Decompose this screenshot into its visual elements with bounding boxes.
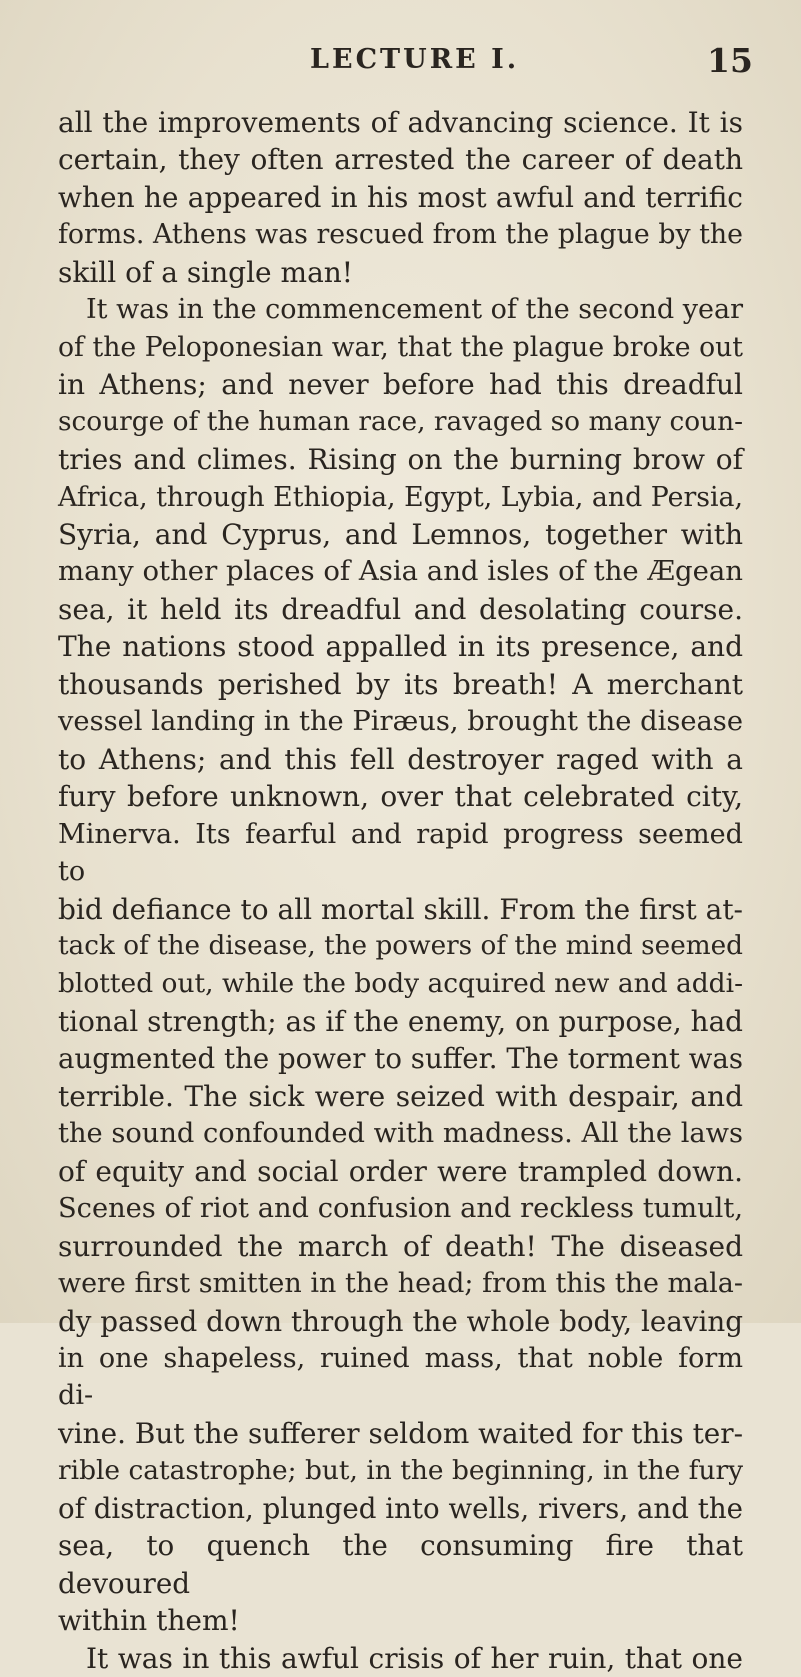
text-line: certain, they often arrested the career of death — [58, 143, 743, 177]
text-line: vine. But the sufferer seldom waited for this ter- — [58, 1416, 743, 1450]
text-line: tack of the disease, the powers of the mind seemed — [58, 930, 743, 961]
body-text — [58, 104, 743, 1677]
text-line: the sound confounded with madness. All the laws — [58, 1118, 743, 1150]
text-line: vessel landing in the Piræus, brought the disease — [58, 706, 743, 738]
text-line: sea, to quench the consuming fire that devoured — [58, 1529, 743, 1600]
text-line: Minerva. Its fearful and rapid progress seemed to — [58, 818, 743, 888]
text-line: in one shapeless, ruined mass, that noble form di- — [58, 1342, 743, 1412]
text-line: surrounded the march of death! The diseased — [58, 1229, 743, 1263]
text-line: sea, it held its dreadful and desolating course. — [58, 592, 743, 626]
text-line: tries and climes. Rising on the burning brow of — [58, 443, 743, 477]
text-line: bid defiance to all mortal skill. From the first at- — [58, 892, 743, 926]
text-line: The nations stood appalled in its presence, and — [58, 630, 743, 664]
text-line: dy passed down through the whole body, leaving — [58, 1304, 743, 1338]
text-line: forms. Athens was rescued from the plague by the — [58, 219, 743, 251]
text-line: of the Peloponesian war, that the plague broke out — [58, 331, 743, 363]
text-line: of equity and social order were trampled down. — [58, 1154, 743, 1188]
text-line: in Athens; and never before had this dreadful — [58, 368, 743, 402]
text-line: within them! — [58, 1604, 240, 1638]
text-line: many other places of Asia and isles of the Ægean — [58, 555, 743, 588]
text-line: tional strength; as if the enemy, on purpose, had — [58, 1004, 743, 1038]
text-line: Africa, through Ethiopia, Egypt, Lybia, and Persia, — [58, 481, 743, 513]
text-line: It was in the commencement of the second year — [86, 294, 743, 326]
text-line: of distraction, plunged into wells, rivers, and the — [58, 1491, 743, 1525]
text-line: fury before unknown, over that celebrated city, — [58, 780, 743, 814]
text-line: all the improvements of advancing science. It is — [58, 106, 743, 139]
text-line: Syria, and Cyprus, and Lemnos, together with — [58, 517, 743, 551]
page-header — [0, 41, 801, 84]
text-line: to Athens; and this fell destroyer raged with a — [58, 742, 743, 776]
running-head: LECTURE I. — [310, 44, 520, 75]
text-line: blotted out, while the body acquired new and addi- — [58, 968, 743, 1000]
text-line: rible catastrophe; but, in the beginning, in the fury — [58, 1455, 743, 1487]
text-line: It was in this awful crisis of her ruin, that one — [86, 1641, 743, 1675]
page-number: 15 — [707, 41, 753, 80]
text-line: Scenes of riot and confusion and reckless tumult, — [58, 1193, 743, 1225]
text-line: scourge of the human race, ravaged so many coun- — [58, 406, 743, 437]
text-line: when he appeared in his most awful and terrific — [58, 180, 743, 214]
text-line: were first smitten in the head; from this the mala- — [58, 1268, 743, 1300]
text-line: terrible. The sick were seized with despair, and — [58, 1079, 743, 1113]
text-line: thousands perished by its breath! A merchant — [58, 667, 743, 701]
text-line: skill of a single man! — [58, 255, 354, 289]
text-line: augmented the power to suffer. The torment was — [58, 1042, 743, 1076]
